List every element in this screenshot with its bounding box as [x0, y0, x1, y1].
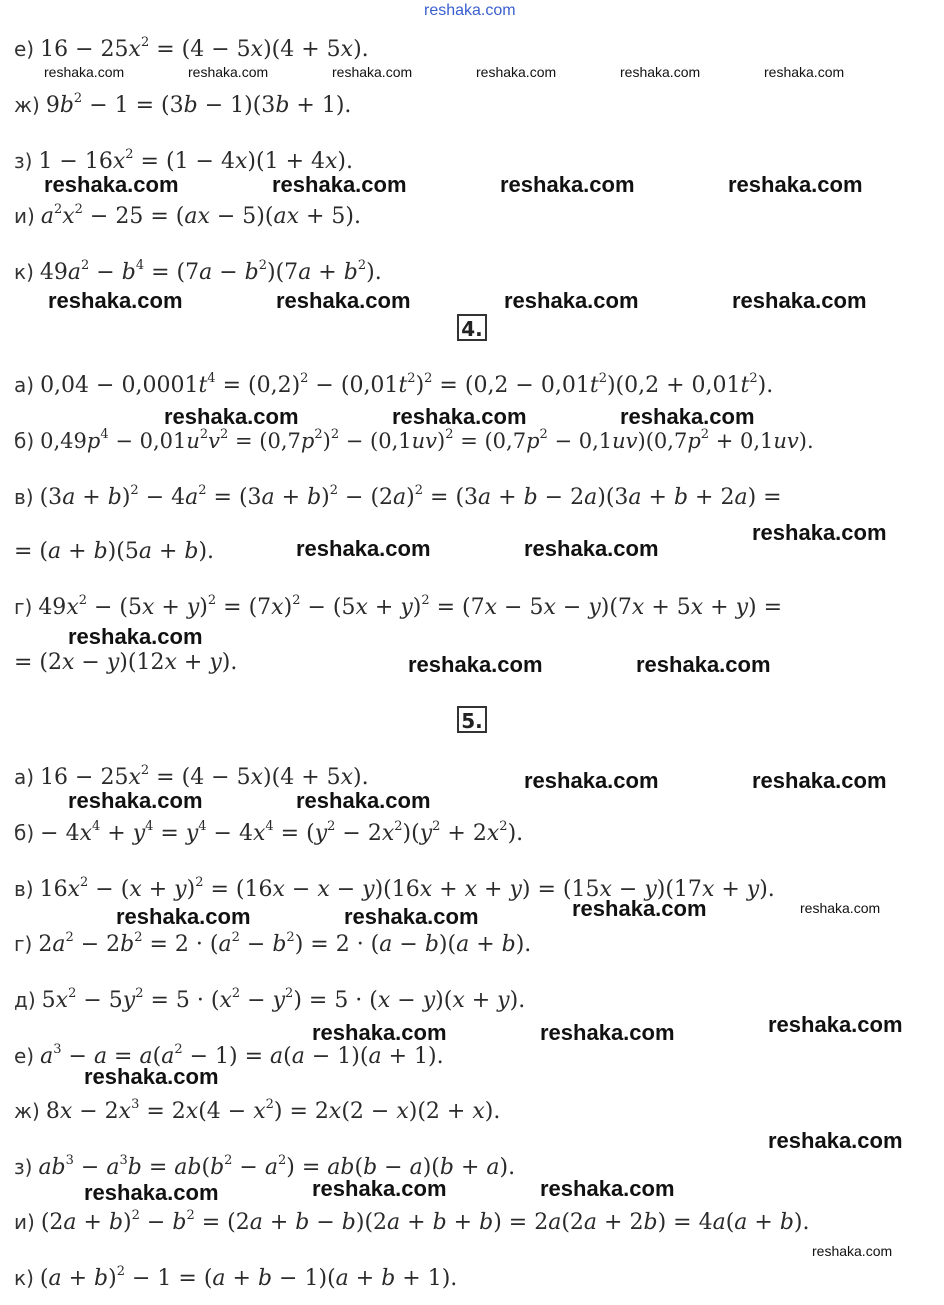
watermark: reshaka.com [768, 1012, 903, 1037]
equation-4g-line2: = (2x − y)(12x + y). [14, 650, 238, 675]
section-number-5: 5. [457, 706, 487, 733]
watermark: reshaka.com [620, 64, 701, 80]
item-label: и) [14, 204, 35, 228]
watermark: reshaka.com [68, 788, 203, 813]
section-number-4: 4. [457, 314, 487, 341]
watermark: reshaka.com [752, 768, 887, 793]
item-label: а) [14, 765, 35, 789]
equation-5d: д) $5x^2 - 5y^2 = 5 \cdot (x^2 - y^2) = 5 \cdot (x - y)(x + y)$. [14, 985, 526, 1013]
watermark: reshaka.com [276, 288, 411, 313]
watermark: reshaka.com [296, 536, 431, 561]
item-label: е) [14, 1044, 35, 1068]
equation-5k: к) $(a + b)^2 - 1 = (a + b - 1)(a + b + 1)$. [14, 1263, 458, 1291]
item-label: а) [14, 373, 35, 397]
equation-5v: в) $16x^2 - (x + y)^2 = (16x - x - y)(16x + x + y) = (15x - y)(17x + y)$. [14, 874, 775, 902]
watermark: reshaka.com [272, 172, 407, 197]
watermark: reshaka.com [68, 624, 203, 649]
watermark: reshaka.com [728, 172, 863, 197]
watermark: reshaka.com [812, 1243, 893, 1259]
watermark: reshaka.com [332, 64, 413, 80]
equation-5e: е) $a^3 - a = a(a^2 - 1) = a(a - 1)(a + 1)$. [14, 1041, 444, 1069]
watermark: reshaka.com [732, 288, 867, 313]
watermark: reshaka.com [84, 1180, 219, 1205]
watermark: reshaka.com [312, 1020, 447, 1045]
item-label: б) [14, 821, 35, 845]
item-label: б) [14, 429, 35, 453]
item-label: ж) [14, 1099, 40, 1123]
watermark: reshaka.com [500, 172, 635, 197]
watermark: reshaka.com [44, 64, 125, 80]
watermark: reshaka.com [572, 896, 707, 921]
equation-5a: а) $16 - 25x^2 = (4 - 5x)(4 + 5x)$. [14, 762, 369, 790]
watermark: reshaka.com [540, 1020, 675, 1045]
watermark: reshaka.com [540, 1176, 675, 1201]
item-label: в) [14, 485, 34, 509]
watermark: reshaka.com [312, 1176, 447, 1201]
equation-5i: и) $(2a + b)^2 - b^2 = (2a + b - b)(2a + b + b) = 2a(2a + 2b) = 4a(a + b)$. [14, 1207, 810, 1235]
watermark: reshaka.com [636, 652, 771, 677]
watermark: reshaka.com [84, 1064, 219, 1089]
watermark: reshaka.com [524, 536, 659, 561]
watermark: reshaka.com [620, 404, 755, 429]
item-label: ж) [14, 93, 40, 117]
equation-4v-line2: = (a + b)(5a + b). [14, 539, 215, 564]
watermark: reshaka.com [752, 520, 887, 545]
watermark: reshaka.com [524, 768, 659, 793]
equation-5z: з) $ab^3 - a^3b = ab(b^2 - a^2) = ab(b - a)(b + a)$. [14, 1152, 516, 1180]
watermark: reshaka.com [296, 788, 431, 813]
watermark: reshaka.com [768, 1128, 903, 1153]
item-label: к) [14, 260, 34, 284]
equation-zh: ж) $9b^2 - 1 = (3b - 1)(3b + 1)$. [14, 90, 352, 118]
equation-i: и) $a^2x^2 - 25 = (ax - 5)(ax + 5)$. [14, 201, 361, 229]
watermark: reshaka.com [764, 64, 845, 80]
watermark: reshaka.com [116, 904, 251, 929]
equation-5b: $б) - 4x^4 + y^4 = y^4 - 4x^4 = (y^2 - 2x^2)(y^2 + 2x^2)$. [14, 818, 524, 846]
equation-5zh: ж) $8x - 2x^3 = 2x(4 - x^2) = 2x(2 - x)(2 + x)$. [14, 1096, 501, 1124]
watermark: reshaka.com [504, 288, 639, 313]
item-label: г) [14, 595, 33, 619]
watermark: reshaka.com [44, 172, 179, 197]
item-label: в) [14, 877, 34, 901]
equation-e: е) $16 - 25x^2 = (4 - 5x)(4 + 5x)$. [14, 34, 369, 62]
header-watermark[interactable]: reshaka.com [424, 2, 516, 19]
equation-4a: а) $0,04 - 0,0001t^4 = (0,2)^2 - (0,01t^2)^2 = (0,2 - 0,01t^2)(0,2 + 0,01t^2)$. [14, 370, 774, 398]
equation-4v-line1: в) $(3a + b)^2 - 4a^2 = (3a + b)^2 - (2a)^2 = (3a + b - 2a)(3a + b + 2a)$ = [14, 482, 782, 510]
watermark: reshaka.com [188, 64, 269, 80]
item-label: и) [14, 1210, 35, 1234]
item-label: д) [14, 988, 36, 1012]
equation-4g-line1: г) $49x^2 - (5x + y)^2 = (7x)^2 - (5x + y)^2 = (7x - 5x - y)(7x + 5x + y)$ = [14, 592, 783, 620]
equation-5g: г) $2a^2 - 2b^2 = 2 \cdot (a^2 - b^2) = 2 \cdot (a - b)(a + b)$. [14, 929, 532, 957]
item-label: з) [14, 1155, 33, 1179]
watermark: reshaka.com [408, 652, 543, 677]
item-label: к) [14, 1266, 34, 1290]
watermark: reshaka.com [48, 288, 183, 313]
item-label: з) [14, 149, 33, 173]
watermark: reshaka.com [344, 904, 479, 929]
watermark: reshaka.com [800, 900, 881, 916]
equation-k: к) $49a^2 - b^4 = (7a - b^2)(7a + b^2)$. [14, 257, 382, 285]
watermark: reshaka.com [476, 64, 557, 80]
equation-4b: б) $0,49p^4 - 0,01u^2v^2 = (0,7p^2)^2 - (0,1uv)^2 = (0,7p^2 - 0,1uv)(0,7p^2 + 0,1uv)$. [14, 427, 814, 453]
watermark: reshaka.com [392, 404, 527, 429]
item-label: г) [14, 932, 33, 956]
watermark: reshaka.com [164, 404, 299, 429]
equation-z: з) $1 - 16x^2 = (1 - 4x)(1 + 4x)$. [14, 146, 353, 174]
item-label: е) [14, 37, 35, 61]
